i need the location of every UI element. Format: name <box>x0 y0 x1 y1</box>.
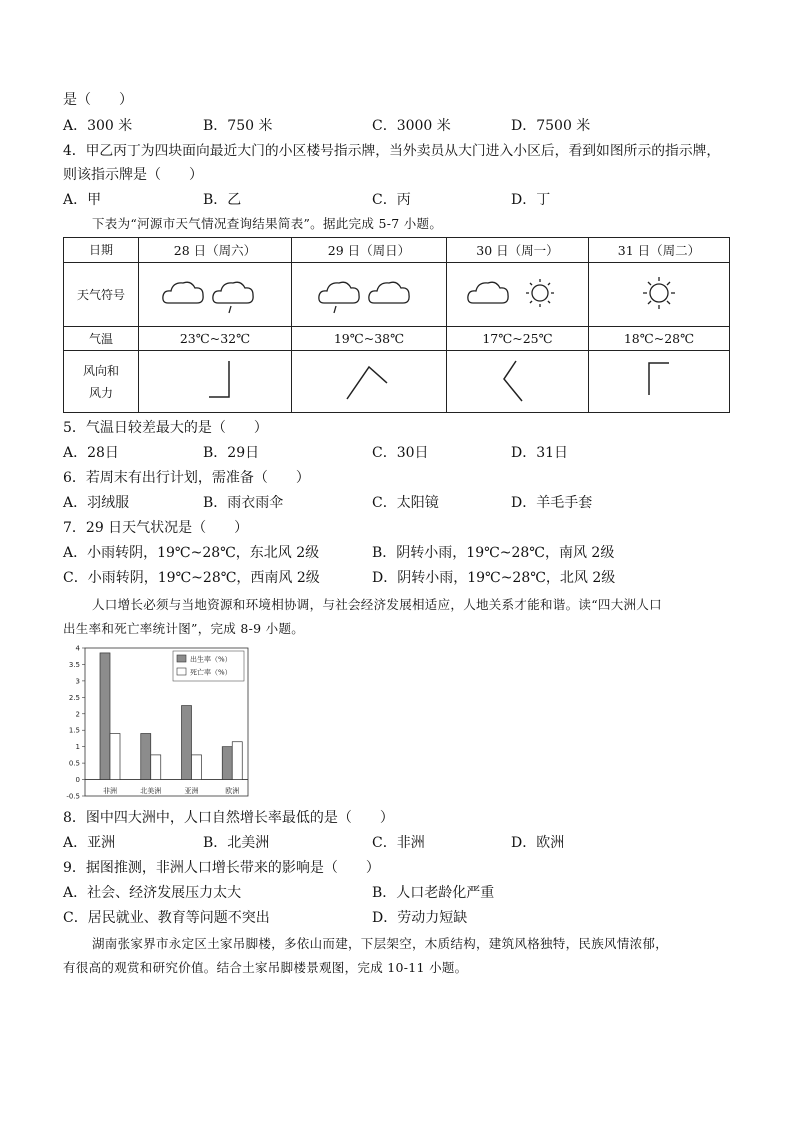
date-cell-30: 30 日（周一） <box>447 238 589 263</box>
cloudy-icon <box>467 282 507 303</box>
q6-option-b: B．雨衣雨伞 <box>203 495 284 511</box>
x-category-label: 非洲 <box>103 787 117 795</box>
wind-barb-icon <box>649 363 669 395</box>
q7-option-d: D．阴转小雨，19℃~28℃，北风 2级 <box>372 570 616 586</box>
weather-table <box>63 237 730 413</box>
wind-barb-icon <box>347 367 387 399</box>
legend-death-label: 死亡率（%） <box>190 668 232 677</box>
x-category-label: 欧洲 <box>225 787 240 795</box>
y-tick-label: 1 <box>75 743 80 752</box>
date-cell-31: 31 日（周二） <box>589 238 730 263</box>
legend-birth-label: 出生率（%） <box>190 655 232 664</box>
y-tick-label: 4 <box>75 644 80 653</box>
sun-icon <box>526 279 554 307</box>
q9-option-d: D．劳动力短缺 <box>372 910 468 926</box>
population-intro-line1: 人口增长必须与当地资源和环境相协调，与社会经济发展相适应，人地关系才能和谐。读“四大洲人口 <box>92 597 662 612</box>
q3-option-b: B．750 米 <box>203 118 273 134</box>
q8-stem: 8．图中四大洲中，人口自然增长率最低的是（ ） <box>63 810 394 826</box>
q4-stem-line1: 4．甲乙丙丁为四块面向最近大门的小区楼号指示牌，当外卖员从大门进入小区后，看到如图所示的指示牌， <box>63 143 721 159</box>
q5-option-b: B．29日 <box>203 445 260 461</box>
birth-rate-bar-3 <box>182 706 192 780</box>
sun-icon <box>643 277 675 309</box>
q8-option-a: A．亚洲 <box>63 835 116 851</box>
chart-svg <box>63 644 253 804</box>
q7-stem: 7．29 日天气状况是（ ） <box>63 520 249 536</box>
y-tick-label: 2 <box>75 710 80 719</box>
temperature-label: 气温 <box>64 327 139 351</box>
temp-cell-31: 18℃~28℃ <box>589 327 730 351</box>
wind-cell-31 <box>589 351 730 413</box>
birth-rate-bar-2 <box>141 734 151 780</box>
wind-barb-icon <box>209 361 229 397</box>
temp-cell-30: 17℃~25℃ <box>447 327 589 351</box>
q6-option-a: A．羽绒服 <box>63 495 130 511</box>
y-tick-label: 0 <box>75 776 80 785</box>
q6-stem: 6．若周末有出行计划，需准备（ ） <box>63 470 310 486</box>
date-cell-29: 29 日（周日） <box>292 238 447 263</box>
date-header-label: 日期 <box>64 238 139 263</box>
cloud-rain-icon <box>213 282 253 313</box>
temp-cell-29: 19℃~38℃ <box>292 327 447 351</box>
q4-stem-line2: 则该指示牌是（ ） <box>63 167 203 183</box>
q5-option-c: C．30日 <box>372 445 429 461</box>
legend-death-swatch <box>177 668 186 675</box>
q6-option-d: D．羊毛手套 <box>511 495 593 511</box>
weather-symbol-label: 天气符号 <box>64 263 139 327</box>
wind-label-line2: 风力 <box>88 385 113 400</box>
q8-option-b: B．北美洲 <box>203 835 270 851</box>
q9-option-c: C．居民就业、教育等问题不突出 <box>63 910 270 926</box>
wind-label <box>64 351 139 413</box>
q4-option-a: A．甲 <box>63 192 102 208</box>
symbol-cell-29 <box>292 263 447 327</box>
x-category-label: 北美洲 <box>140 787 162 795</box>
q4-option-d: D．丁 <box>511 192 551 208</box>
temp-cell-28: 23℃~32℃ <box>139 327 292 351</box>
y-tick-label: -0.5 <box>66 792 80 801</box>
q9-stem: 9．据图推测，非洲人口增长带来的影响是（ ） <box>63 860 380 876</box>
tujia-intro-line2: 有很高的观赏和研究价值。结合土家吊脚楼景观图，完成 10-11 小题。 <box>63 960 468 975</box>
q9-option-a: A．社会、经济发展压力太大 <box>63 885 242 901</box>
q6-option-c: C．太阳镜 <box>372 495 439 511</box>
q5-stem: 5．气温日较差最大的是（ ） <box>63 420 268 436</box>
wind-cell-28 <box>139 351 292 413</box>
death-rate-bar-4 <box>232 742 242 780</box>
date-cell-28: 28 日（周六） <box>139 238 292 263</box>
y-tick-label: 3 <box>75 677 80 686</box>
q3-option-a: A．300 米 <box>63 118 133 134</box>
wind-cell-30 <box>447 351 589 413</box>
symbol-cell-31 <box>589 263 730 327</box>
wind-label-line1: 风向和 <box>82 363 119 378</box>
chart-legend <box>173 651 244 681</box>
legend-birth-swatch <box>177 655 186 662</box>
y-tick-label: 0.5 <box>68 759 80 768</box>
q7-option-c: C．小雨转阴，19℃~28℃，西南风 2级 <box>63 570 320 586</box>
symbol-cell-28 <box>139 263 292 327</box>
q3-option-c: C．3000 米 <box>372 118 451 134</box>
death-rate-bar-1 <box>110 734 120 780</box>
cloudy-icon <box>163 282 203 303</box>
y-tick-label: 3.5 <box>68 660 80 669</box>
wind-barb-icon <box>504 361 522 401</box>
q3-option-d: D．7500 米 <box>511 118 591 134</box>
x-category-label: 亚洲 <box>184 787 199 795</box>
death-rate-bar-2 <box>151 755 161 780</box>
q7-option-a: A．小雨转阴，19℃~28℃，东北风 2级 <box>63 545 320 561</box>
cloudy-icon <box>369 282 409 303</box>
y-tick-label: 2.5 <box>68 693 80 702</box>
birth-rate-bar-4 <box>222 747 232 780</box>
weather-intro: 下表为“河源市天气情况查询结果简表”。据此完成 5-7 小题。 <box>92 216 443 231</box>
population-intro-line2: 出生率和死亡率统计图”，完成 8-9 小题。 <box>63 621 305 636</box>
tujia-intro-line1: 湖南张家界市永定区土家吊脚楼，多依山而建，下层架空，木质结构，建筑风格独特，民族风情浓郁， <box>92 936 669 951</box>
y-tick-label: 1.5 <box>68 726 80 735</box>
symbol-cell-30 <box>447 263 589 327</box>
q5-option-a: A．28日 <box>63 445 119 461</box>
q5-option-d: D．31日 <box>511 445 569 461</box>
q3-stem-tail: 是（ ） <box>63 92 133 108</box>
q4-option-b: B．乙 <box>203 192 242 208</box>
death-rate-bar-3 <box>192 755 202 780</box>
q9-option-b: B．人口老龄化严重 <box>372 885 495 901</box>
birth-death-rate-chart <box>63 644 253 808</box>
q7-option-b: B．阴转小雨，19℃~28℃，南风 2级 <box>372 545 615 561</box>
q4-option-c: C．丙 <box>372 192 411 208</box>
q8-option-d: D．欧洲 <box>511 835 565 851</box>
q8-option-c: C．非洲 <box>372 835 425 851</box>
cloud-rain-icon <box>319 282 359 313</box>
wind-cell-29 <box>292 351 447 413</box>
birth-rate-bar-1 <box>100 653 110 780</box>
